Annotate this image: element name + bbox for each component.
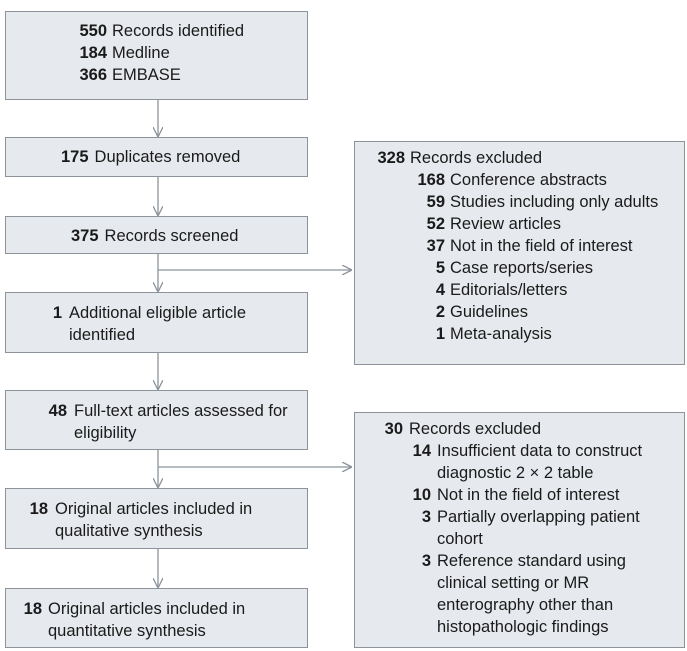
reason-count: 59: [426, 193, 445, 211]
fulltext-count: 48: [48, 402, 67, 420]
reason-count: 10: [412, 486, 431, 504]
screened-label: Records screened: [104, 227, 239, 245]
fulltext-assessed-box: [5, 390, 308, 450]
reason-count: 5: [435, 259, 445, 277]
excluded-screening-count: 328: [377, 149, 405, 167]
reason-label: Review articles: [450, 215, 561, 233]
reason-label: Reference standard using clinical setting or MR enterography other than histopathologic findings: [437, 552, 626, 636]
qualitative-label: Original articles included in qualitative synthesis: [55, 500, 253, 540]
reason-count: 4: [435, 281, 445, 299]
screened-count: 375: [71, 227, 99, 245]
quantitative-synthesis-box: [5, 588, 308, 648]
excluded-fulltext-count: 30: [384, 420, 403, 438]
quantitative-count: 18: [23, 600, 42, 618]
medline-count: 184: [79, 44, 107, 62]
fulltext-label: Full-text articles assessed for eligibility: [74, 402, 288, 442]
identified-label: Records identified: [112, 22, 245, 40]
records-identified-box: [5, 11, 308, 100]
reason-count: 168: [417, 171, 445, 189]
excluded-fulltext-label: Records excluded: [409, 420, 542, 438]
reason-label: Not in the field of interest: [450, 237, 633, 255]
excluded-screening-label: Records excluded: [410, 149, 543, 167]
records-screened-box: [5, 216, 308, 254]
embase-label: EMBASE: [112, 66, 181, 84]
identified-count: 550: [79, 22, 107, 40]
medline-label: Medline: [112, 44, 170, 62]
reason-label: Not in the field of interest: [437, 486, 620, 504]
quantitative-label: Original articles included in quantitative synthesis: [48, 600, 246, 640]
reason-count: 14: [412, 442, 431, 460]
reason-count: 3: [421, 552, 431, 570]
qualitative-synthesis-box: [5, 488, 308, 549]
additional-count: 1: [52, 304, 62, 322]
reason-count: 1: [435, 325, 445, 343]
reason-label: Insufficient data to construct diagnostic 2 × 2 table: [437, 442, 643, 482]
reason-label: Partially overlapping patient cohort: [437, 508, 640, 548]
reason-label: Editorials/letters: [450, 281, 568, 299]
reason-count: 3: [421, 508, 431, 526]
reason-label: Studies including only adults: [450, 193, 659, 211]
reason-count: 52: [426, 215, 445, 233]
additional-article-box: [5, 292, 308, 353]
reason-label: Guidelines: [450, 303, 528, 321]
reason-count: 37: [426, 237, 445, 255]
duplicates-count: 175: [61, 148, 89, 166]
additional-label: Additional eligible article identified: [69, 304, 247, 344]
reason-label: Case reports/series: [450, 259, 594, 277]
qualitative-count: 18: [29, 500, 48, 518]
reason-label: Conference abstracts: [450, 171, 607, 189]
excluded-screening-box: [354, 141, 685, 365]
excluded-fulltext-box: [354, 412, 685, 648]
embase-count: 366: [79, 66, 107, 84]
duplicates-removed-box: [5, 137, 308, 177]
reason-label: Meta-analysis: [450, 325, 552, 343]
reason-count: 2: [435, 303, 445, 321]
duplicates-label: Duplicates removed: [94, 148, 241, 166]
